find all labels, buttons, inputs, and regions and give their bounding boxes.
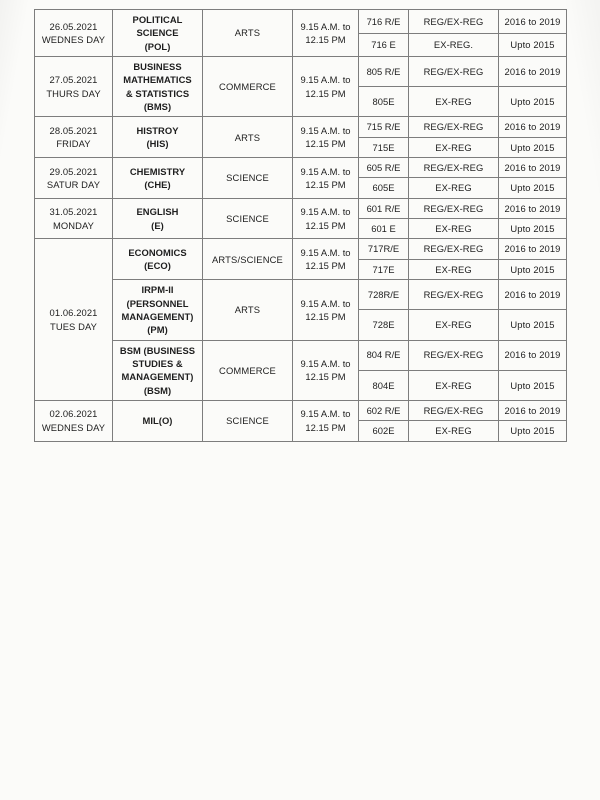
registration-type: REG/EX-REG: [409, 198, 499, 218]
table-row: [35, 198, 567, 218]
exam-time-line: 12.15 PM: [305, 310, 346, 322]
table-row: [35, 239, 567, 259]
paper-code: 601 R/E: [359, 198, 409, 218]
registration-type: EX-REG: [409, 259, 499, 279]
registration-type: REG/EX-REG: [409, 340, 499, 370]
exam-day-value: THURS DAY: [46, 87, 101, 99]
exam-time-line: 12.15 PM: [305, 138, 346, 150]
exam-time-line: 12.15 PM: [305, 260, 346, 272]
exam-day-value: SATUR DAY: [46, 178, 101, 190]
exam-date: [35, 198, 113, 239]
eligible-years: 2016 to 2019: [499, 340, 567, 370]
paper-code: 601 E: [359, 219, 409, 239]
exam-time: [293, 280, 359, 340]
subject-name-line: MATHEMATICS: [123, 74, 192, 86]
subject-name-line: (E): [151, 219, 164, 231]
stream-name: SCIENCE: [203, 158, 293, 199]
table-row: [35, 280, 567, 310]
registration-type: EX-REG: [409, 219, 499, 239]
eligible-years: Upto 2015: [499, 178, 567, 198]
exam-day-value: FRIDAY: [56, 138, 91, 150]
registration-type: EX-REG: [409, 87, 499, 117]
eligible-years: Upto 2015: [499, 421, 567, 441]
subject-name: [113, 239, 203, 280]
registration-type: REG/EX-REG: [409, 117, 499, 137]
exam-time-line: 12.15 PM: [305, 371, 346, 383]
exam-time-line: 9.15 A.M. to: [300, 20, 351, 32]
paper-code: 715E: [359, 137, 409, 157]
exam-time: [293, 239, 359, 280]
exam-day-value: WEDNES DAY: [41, 34, 106, 46]
timetable-container: [34, 9, 566, 442]
paper-code: 728R/E: [359, 280, 409, 310]
exam-date: [35, 10, 113, 57]
eligible-years: 2016 to 2019: [499, 239, 567, 259]
exam-date-value: 29.05.2021: [49, 165, 98, 177]
subject-name-line: (ECO): [144, 260, 171, 272]
paper-code: 805E: [359, 87, 409, 117]
exam-time-line: 12.15 PM: [305, 219, 346, 231]
subject-name: [113, 158, 203, 199]
exam-time: [293, 400, 359, 441]
stream-name: ARTS/SCIENCE: [203, 239, 293, 280]
eligible-years: 2016 to 2019: [499, 400, 567, 420]
paper-code: 804E: [359, 370, 409, 400]
exam-time-line: 12.15 PM: [305, 34, 346, 46]
subject-name-line: ECONOMICS: [128, 246, 187, 258]
table-row: [35, 117, 567, 137]
timetable-body: [35, 10, 567, 442]
exam-date: [35, 117, 113, 158]
subject-name-line: (CHE): [144, 178, 171, 190]
eligible-years: Upto 2015: [499, 87, 567, 117]
registration-type: REG/EX-REG: [409, 57, 499, 87]
registration-type: EX-REG: [409, 178, 499, 198]
stream-name: ARTS: [203, 280, 293, 340]
registration-type: EX-REG: [409, 421, 499, 441]
subject-name-line: BUSINESS: [133, 61, 182, 73]
subject-name: [113, 10, 203, 57]
eligible-years: 2016 to 2019: [499, 158, 567, 178]
exam-time-line: 9.15 A.M. to: [300, 206, 351, 218]
registration-type: EX-REG: [409, 310, 499, 340]
subject-name-line: (BMS): [143, 101, 172, 113]
exam-time-line: 9.15 A.M. to: [300, 297, 351, 309]
exam-time-line: 12.15 PM: [305, 87, 346, 99]
subject-name-line: ENGLISH: [136, 206, 179, 218]
exam-time: [293, 10, 359, 57]
paper-code: 605E: [359, 178, 409, 198]
exam-time: [293, 198, 359, 239]
eligible-years: 2016 to 2019: [499, 10, 567, 34]
registration-type: EX-REG: [409, 137, 499, 157]
exam-date-value: 02.06.2021: [49, 408, 98, 420]
subject-name: [113, 117, 203, 158]
stream-name: SCIENCE: [203, 400, 293, 441]
subject-name-line: & STATISTICS: [125, 87, 190, 99]
eligible-years: Upto 2015: [499, 259, 567, 279]
table-row: [35, 400, 567, 420]
paper-code: 716 E: [359, 33, 409, 57]
table-row: [35, 340, 567, 370]
exam-day-value: TUES DAY: [50, 320, 97, 332]
eligible-years: 2016 to 2019: [499, 117, 567, 137]
exam-date: [35, 239, 113, 400]
registration-type: REG/EX-REG: [409, 280, 499, 310]
exam-time: [293, 57, 359, 117]
registration-type: EX-REG: [409, 370, 499, 400]
eligible-years: 2016 to 2019: [499, 57, 567, 87]
exam-time-line: 9.15 A.M. to: [300, 246, 351, 258]
registration-type: EX-REG.: [409, 33, 499, 57]
exam-time-line: 9.15 A.M. to: [300, 408, 351, 420]
table-row: [35, 158, 567, 178]
paper-code: 717E: [359, 259, 409, 279]
subject-name-line: MIL(O): [142, 415, 173, 427]
exam-time: [293, 117, 359, 158]
exam-timetable: [34, 9, 567, 442]
exam-date: [35, 57, 113, 117]
subject-name-line: HISTROY: [136, 124, 179, 136]
exam-date-value: 31.05.2021: [49, 206, 98, 218]
exam-time-line: 9.15 A.M. to: [300, 357, 351, 369]
eligible-years: 2016 to 2019: [499, 198, 567, 218]
paper-code: 716 R/E: [359, 10, 409, 34]
subject-name-line: MANAGEMENT): [121, 310, 194, 322]
registration-type: REG/EX-REG: [409, 10, 499, 34]
stream-name: COMMERCE: [203, 340, 293, 400]
table-row: [35, 57, 567, 87]
subject-name: [113, 340, 203, 400]
subject-name-line: BSM (BUSINESS: [119, 344, 196, 356]
paper-code: 602 R/E: [359, 400, 409, 420]
subject-name-line: STUDIES &: [132, 357, 183, 369]
paper-code: 717R/E: [359, 239, 409, 259]
table-row: [35, 10, 567, 34]
exam-day-value: WEDNES DAY: [41, 421, 106, 433]
registration-type: REG/EX-REG: [409, 239, 499, 259]
subject-name: [113, 57, 203, 117]
exam-time: [293, 158, 359, 199]
eligible-years: Upto 2015: [499, 370, 567, 400]
paper-code: 602E: [359, 421, 409, 441]
registration-type: REG/EX-REG: [409, 158, 499, 178]
exam-day-value: MONDAY: [52, 219, 95, 231]
exam-time-line: 9.15 A.M. to: [300, 74, 351, 86]
subject-name-line: (HIS): [146, 138, 169, 150]
exam-date: [35, 158, 113, 199]
stream-name: ARTS: [203, 10, 293, 57]
stream-name: SCIENCE: [203, 198, 293, 239]
eligible-years: Upto 2015: [499, 310, 567, 340]
exam-date-value: 27.05.2021: [49, 74, 98, 86]
exam-date: [35, 400, 113, 441]
eligible-years: Upto 2015: [499, 33, 567, 57]
subject-name-line: (PM): [147, 324, 168, 336]
stream-name: ARTS: [203, 117, 293, 158]
paper-code: 805 R/E: [359, 57, 409, 87]
exam-time-line: 12.15 PM: [305, 178, 346, 190]
subject-name-line: CHEMISTRY: [129, 165, 186, 177]
subject-name: [113, 400, 203, 441]
paper-code: 715 R/E: [359, 117, 409, 137]
subject-name-line: IRPM-II: [141, 284, 174, 296]
eligible-years: Upto 2015: [499, 219, 567, 239]
subject-name-line: (POL): [144, 40, 171, 52]
exam-time-line: 9.15 A.M. to: [300, 165, 351, 177]
subject-name-line: (BSM): [143, 384, 172, 396]
exam-date-value: 01.06.2021: [49, 307, 98, 319]
paper-code: 605 R/E: [359, 158, 409, 178]
paper-code: 728E: [359, 310, 409, 340]
exam-time-line: 9.15 A.M. to: [300, 124, 351, 136]
exam-date-value: 26.05.2021: [49, 20, 98, 32]
subject-name-line: POLITICAL: [132, 14, 183, 25]
exam-date-value: 28.05.2021: [49, 124, 98, 136]
subject-name: [113, 280, 203, 340]
paper-code: 804 R/E: [359, 340, 409, 370]
subject-name: [113, 198, 203, 239]
subject-name-line: SCIENCE: [136, 27, 179, 39]
stream-name: COMMERCE: [203, 57, 293, 117]
eligible-years: 2016 to 2019: [499, 280, 567, 310]
registration-type: REG/EX-REG: [409, 400, 499, 420]
exam-time-line: 12.15 PM: [305, 421, 346, 433]
eligible-years: Upto 2015: [499, 137, 567, 157]
subject-name-line: (PERSONNEL: [126, 297, 189, 309]
subject-name-line: MANAGEMENT): [121, 371, 194, 383]
exam-time: [293, 340, 359, 400]
